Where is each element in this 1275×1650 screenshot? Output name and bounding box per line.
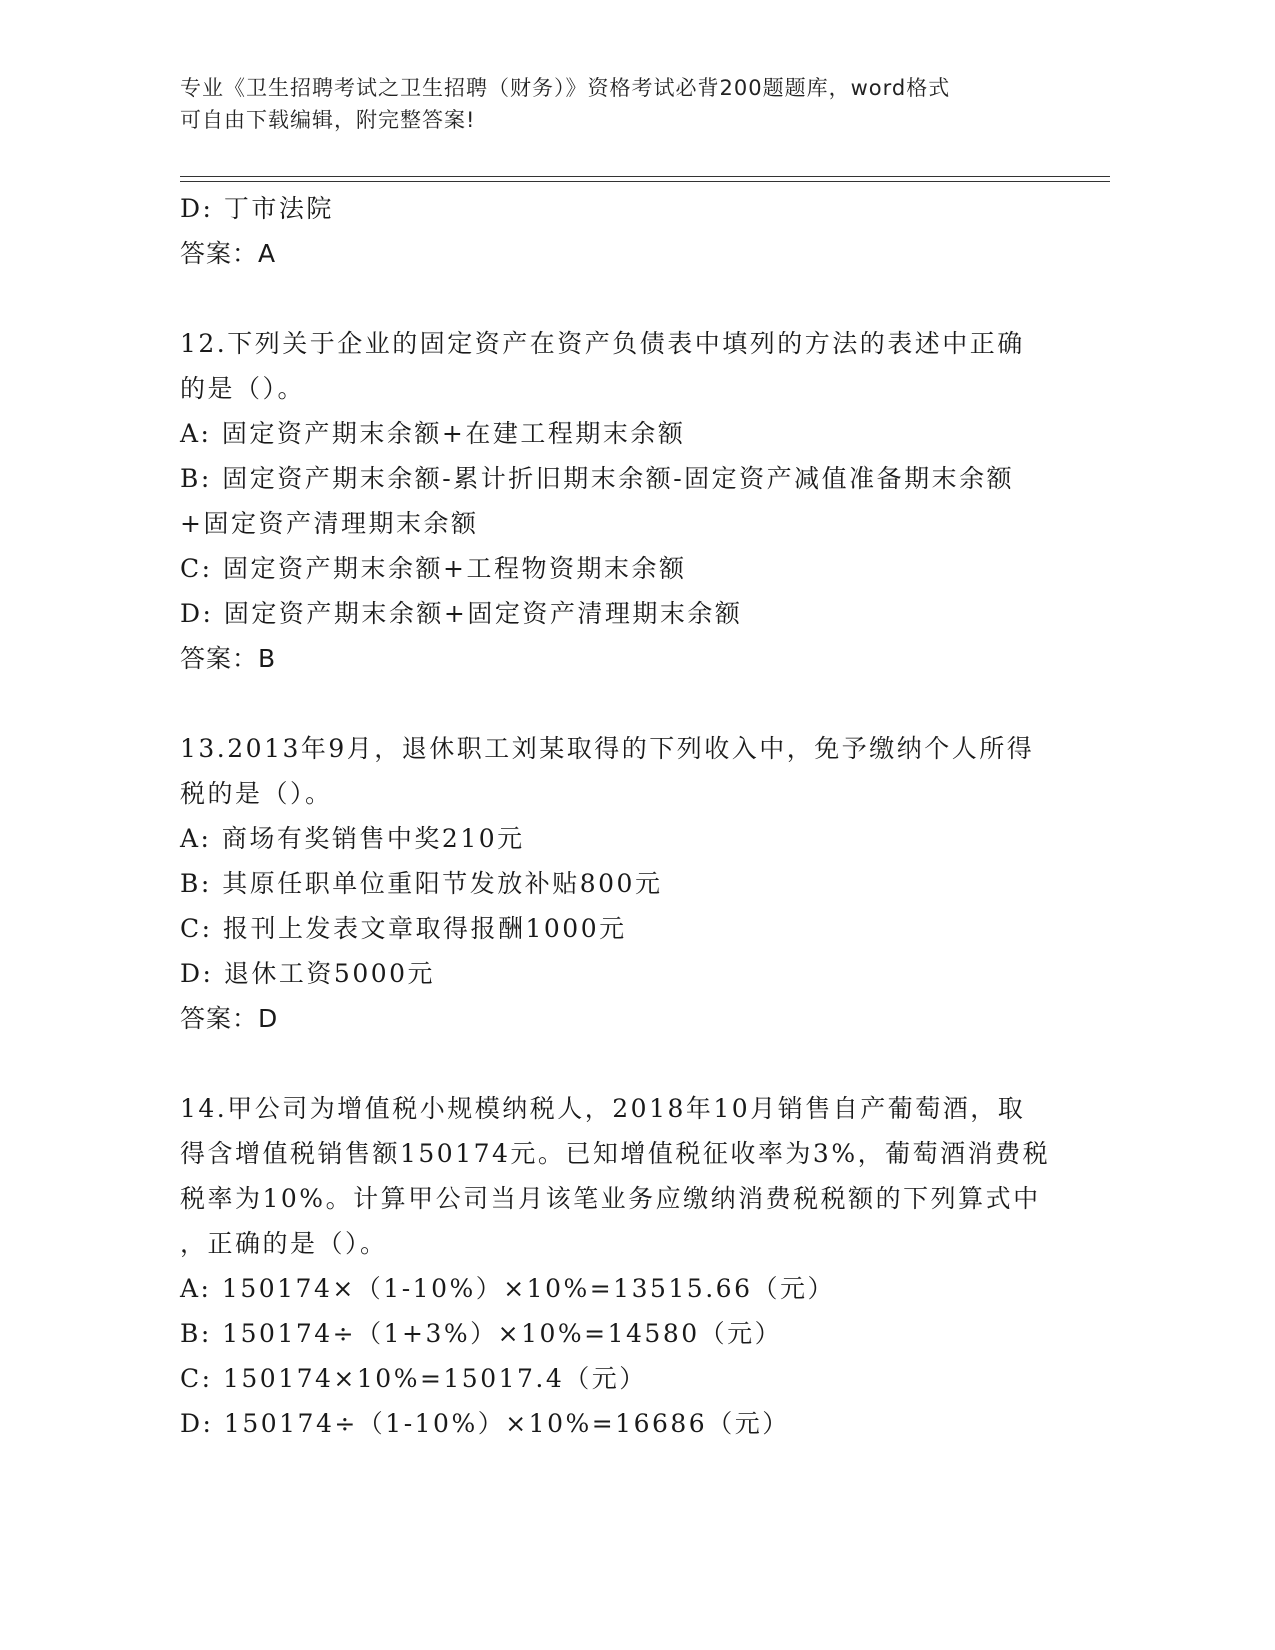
option-d: D: 丁市法院 bbox=[180, 194, 334, 223]
option-b: B: 固定资产期末余额-累计折旧期末余额-固定资产减值准备期末余额 bbox=[180, 464, 1015, 493]
previous-question-tail bbox=[180, 186, 1060, 276]
option-a: A: 150174×（1-10%）×10%=13515.66（元） bbox=[180, 1274, 835, 1303]
option-c: C: 固定资产期末余额+工程物资期末余额 bbox=[180, 554, 687, 583]
option-a: A: 商场有奖销售中奖210元 bbox=[180, 824, 525, 853]
question-stem-line: 14.甲公司为增值税小规模纳税人，2018年10月销售自产葡萄酒，取 bbox=[180, 1094, 1026, 1123]
header-line-2: 可自由下载编辑，附完整答案! bbox=[180, 108, 476, 132]
answer-line: 答案：A bbox=[180, 239, 277, 268]
document-body bbox=[180, 186, 1060, 1446]
header-divider-bottom bbox=[180, 181, 1110, 182]
spacer bbox=[180, 1041, 1060, 1086]
option-d: D: 退休工资5000元 bbox=[180, 959, 436, 988]
answer-line: 答案：B bbox=[180, 644, 277, 673]
spacer bbox=[180, 276, 1060, 321]
option-c: C: 报刊上发表文章取得报酬1000元 bbox=[180, 914, 627, 943]
question-stem-line: 税率为10%。计算甲公司当月该笔业务应缴纳消费税税额的下列算式中 bbox=[180, 1184, 1041, 1213]
question-12 bbox=[180, 321, 1060, 681]
header-divider-top bbox=[180, 176, 1110, 177]
question-stem-line: 12.下列关于企业的固定资产在资产负债表中填列的方法的表述中正确 bbox=[180, 329, 1025, 358]
question-13 bbox=[180, 726, 1060, 1041]
question-stem-line: 得含增值税销售额150174元。已知增值税征收率为3%，葡萄酒消费税 bbox=[180, 1139, 1051, 1168]
question-stem-line: ，正确的是（）。 bbox=[180, 1229, 388, 1258]
option-b: B: 150174÷（1+3%）×10%=14580（元） bbox=[180, 1319, 783, 1348]
option-d: D: 固定资产期末余额+固定资产清理期末余额 bbox=[180, 599, 743, 628]
option-d: D: 150174÷（1-10%）×10%=16686（元） bbox=[180, 1409, 790, 1438]
question-stem-line: 税的是（）。 bbox=[180, 779, 333, 808]
option-b-continued: +固定资产清理期末余额 bbox=[180, 509, 479, 538]
question-stem-line: 13.2013年9月，退休职工刘某取得的下列收入中，免予缴纳个人所得 bbox=[180, 734, 1035, 763]
option-c: C: 150174×10%=15017.4（元） bbox=[180, 1364, 647, 1393]
question-stem-line: 的是（）。 bbox=[180, 374, 306, 403]
header-line-1: 专业《卫生招聘考试之卫生招聘（财务）》资格考试必背200题题库，word格式 bbox=[180, 76, 951, 100]
document-header bbox=[180, 72, 1060, 136]
spacer bbox=[180, 681, 1060, 726]
answer-line: 答案：D bbox=[180, 1004, 279, 1033]
option-a: A: 固定资产期末余额+在建工程期末余额 bbox=[180, 419, 686, 448]
option-b: B: 其原任职单位重阳节发放补贴800元 bbox=[180, 869, 663, 898]
question-14 bbox=[180, 1086, 1060, 1446]
